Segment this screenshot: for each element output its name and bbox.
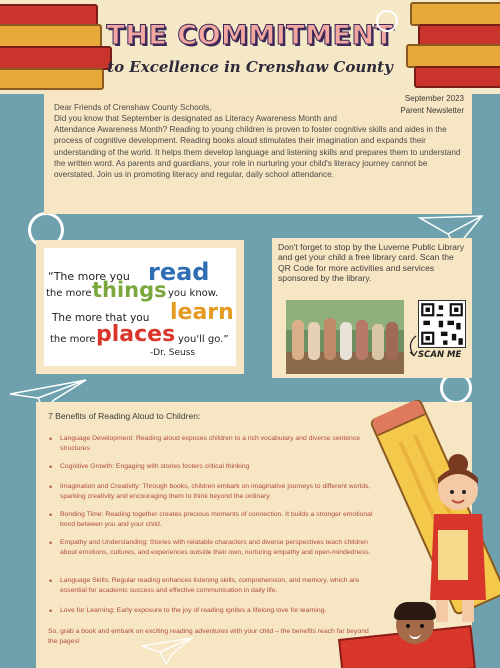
quote-word-places: places: [96, 322, 176, 347]
swirl-icon: [376, 10, 398, 32]
scan-me-label: SCAN ME: [418, 350, 462, 360]
benefits-closing: So, grab a book and embark on exciting reading adventures with your child – the benefits reach far beyond the pages!: [48, 628, 369, 645]
quote-text: you know.: [168, 288, 219, 299]
benefit-item: • Empathy and Understanding: Stories with relatable characters and diverse perspectives teach children about emotions, cultures, and experiences outside their own, nurturing empathy and open-mindedness.: [60, 538, 380, 558]
quote-word-learn: learn: [170, 300, 234, 325]
intro-body: Attendance Awareness Month? Reading to young children is proven to foster cognitive skills and aides in the process of cognitive development. Reading books aloud stimulates their imagination and expands their understanding of the world. It helps them develop language and listening skills and prepares them to understand the written word. As parents and guardians, your role in nurturing your child's literacy journey cannot be overstated. Join us in promoting literacy and regular, daily school attendance.: [54, 125, 461, 180]
paper-plane-icon: [140, 636, 194, 666]
qr-code-icon: [418, 300, 466, 348]
intro-line: Did you know that September is designated as Literacy Awareness Month and: [54, 114, 337, 123]
quote-text: you'll go.”: [178, 334, 229, 345]
benefits-heading: 7 Benefits of Reading Aloud to Children:: [48, 411, 201, 421]
quote-word-things: things: [92, 278, 167, 302]
newsletter-label: Parent Newsletter: [400, 106, 464, 115]
page-title: THE COMMITMENT: [106, 20, 394, 51]
quote-text: the more: [46, 288, 92, 299]
benefit-item: • Bonding Time: Reading together creates precious moments of connection. It builds a stronger emotional bond between you and your child.: [60, 510, 380, 530]
greeting-text: Dear Friends of Crenshaw County Schools,: [54, 103, 212, 112]
benefit-item: • Language Skills: Regular reading enhances listening skills, comprehension, and memory, which are essential for academic success and effective communication in daily life.: [60, 576, 380, 596]
library-photo: [286, 300, 404, 374]
quote-text: “The more you: [48, 270, 130, 283]
benefit-item: • Language Development: Reading aloud exposes children to a rich vocabulary and diverse sentence structures: [60, 434, 380, 454]
quote-card: [44, 248, 236, 366]
quote-word-read: read: [148, 258, 210, 286]
intro-greeting: [54, 102, 384, 124]
quote-author: -Dr. Seuss: [150, 348, 196, 358]
quote-text: the more: [50, 334, 96, 345]
boy-illustration: [396, 606, 434, 644]
arrow-icon: [404, 334, 420, 358]
benefit-item: • Cognitive Growth: Engaging with stories fosters critical thinking: [60, 462, 380, 472]
library-text: Don't forget to stop by the Luverne Public Library and get your child a free library card. Scan the QR Code for more activities and services sponsored by the library.: [278, 242, 465, 284]
page-subtitle: to Excellence in Crenshaw County: [107, 58, 393, 76]
benefit-item: • Imagination and Creativity: Through books, children embark on imaginative journeys to different worlds, sparking creativity and encouraging them to think beyond the ordinary.: [60, 482, 380, 502]
quote-text: The more that you: [52, 312, 150, 324]
benefit-item: • Love for Learning: Early exposure to the joy of reading ignites a lifelong love for learning.: [60, 606, 380, 616]
date-text: September 2023: [404, 94, 464, 103]
